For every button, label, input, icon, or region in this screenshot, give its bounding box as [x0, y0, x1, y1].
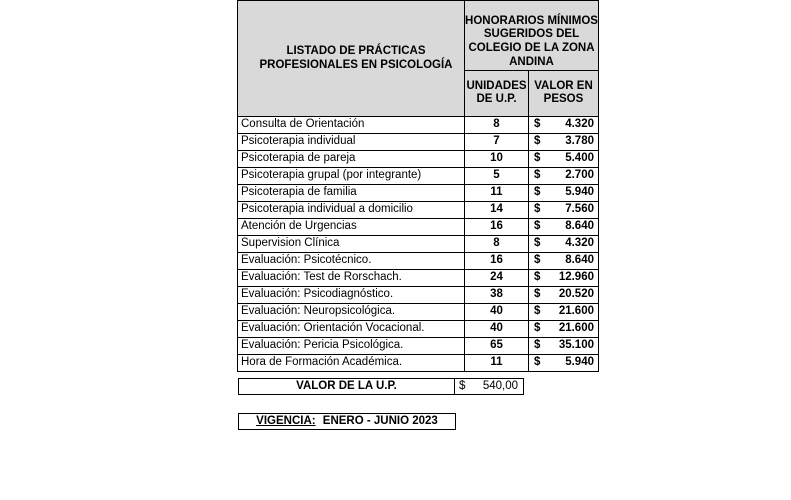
practice-value: 12.960	[558, 271, 594, 284]
practice-name: Psicoterapia de pareja	[238, 151, 465, 168]
practice-value: 7.560	[565, 203, 594, 216]
table-row	[238, 304, 599, 321]
practice-value: 5.940	[565, 356, 594, 369]
currency-symbol: $	[534, 322, 541, 335]
practice-value-cell	[529, 134, 599, 151]
practice-value: 5.940	[565, 186, 594, 199]
up-value-currency: $	[459, 380, 466, 392]
currency-symbol: $	[534, 254, 541, 267]
currency-symbol: $	[534, 305, 541, 318]
table-row	[238, 168, 599, 185]
practice-units: 11	[465, 185, 529, 202]
practice-name: Hora de Formación Académica.	[238, 355, 465, 372]
practice-value: 4.320	[565, 237, 594, 250]
practice-units: 24	[465, 270, 529, 287]
practice-name: Psicoterapia individual a domicilio	[238, 202, 465, 219]
currency-symbol: $	[534, 288, 541, 301]
currency-symbol: $	[534, 237, 541, 250]
practice-name: Atención de Urgencias	[238, 219, 465, 236]
table-row	[238, 117, 599, 134]
practice-name: Consulta de Orientación	[238, 117, 465, 134]
currency-symbol: $	[534, 152, 541, 165]
up-value-label: VALOR DE LA U.P.	[239, 379, 455, 394]
practice-units: 8	[465, 117, 529, 134]
fees-table-body	[238, 117, 599, 372]
units-header: UNIDADES DE U.P.	[465, 70, 529, 116]
practice-value-cell	[529, 287, 599, 304]
practice-name: Evaluación: Neuropsicológica.	[238, 304, 465, 321]
practice-value: 2.700	[565, 169, 594, 182]
currency-symbol: $	[534, 356, 541, 369]
practice-value-cell	[529, 219, 599, 236]
table-row	[238, 185, 599, 202]
currency-symbol: $	[534, 118, 541, 131]
practice-name: Evaluación: Orientación Vocacional.	[238, 321, 465, 338]
table-row	[238, 253, 599, 270]
currency-symbol: $	[534, 339, 541, 352]
practice-value-cell	[529, 355, 599, 372]
vigencia-box	[238, 413, 456, 430]
up-value-amount	[455, 379, 523, 394]
practice-units: 16	[465, 219, 529, 236]
practice-value: 20.520	[558, 288, 594, 301]
practice-name: Supervision Clínica	[238, 236, 465, 253]
vigencia-label: VIGENCIA:	[256, 415, 316, 427]
practice-value-cell	[529, 117, 599, 134]
practice-name: Evaluación: Test de Rorschach.	[238, 270, 465, 287]
practice-value: 21.600	[558, 305, 594, 318]
currency-symbol: $	[534, 169, 541, 182]
practice-value: 8.640	[565, 254, 594, 267]
practice-value: 21.600	[558, 322, 594, 335]
practice-value: 8.640	[565, 220, 594, 233]
practice-value-cell	[529, 321, 599, 338]
practice-value-cell	[529, 151, 599, 168]
practice-units: 11	[465, 355, 529, 372]
value-header: VALOR EN PESOS	[529, 70, 599, 116]
practice-units: 7	[465, 134, 529, 151]
currency-symbol: $	[534, 203, 541, 216]
practice-value-cell	[529, 338, 599, 355]
table-row	[238, 236, 599, 253]
practice-units: 10	[465, 151, 529, 168]
practice-value: 35.100	[558, 339, 594, 352]
practice-value: 4.320	[565, 118, 594, 131]
vigencia-period: ENERO - JUNIO 2023	[322, 415, 438, 427]
practice-units: 40	[465, 304, 529, 321]
practice-value-cell	[529, 236, 599, 253]
practice-value: 5.400	[565, 152, 594, 165]
practice-name: Psicoterapia de familia	[238, 185, 465, 202]
currency-symbol: $	[534, 135, 541, 148]
practice-units: 40	[465, 321, 529, 338]
currency-symbol: $	[534, 220, 541, 233]
practices-header: LISTADO DE PRÁCTICAS PROFESIONALES EN PSICOLOGÍA	[238, 1, 465, 117]
practice-units: 38	[465, 287, 529, 304]
table-row	[238, 287, 599, 304]
currency-symbol: $	[534, 186, 541, 199]
table-row	[238, 202, 599, 219]
practice-value-cell	[529, 253, 599, 270]
practice-name: Psicoterapia grupal (por integrante)	[238, 168, 465, 185]
up-value-number: 540,00	[482, 380, 518, 392]
practice-name: Psicoterapia individual	[238, 134, 465, 151]
table-row	[238, 355, 599, 372]
up-value-box	[238, 378, 524, 395]
practice-value: 3.780	[565, 135, 594, 148]
practice-units: 16	[465, 253, 529, 270]
table-row	[238, 151, 599, 168]
practice-name: Evaluación: Psicotécnico.	[238, 253, 465, 270]
practice-units: 5	[465, 168, 529, 185]
table-row	[238, 219, 599, 236]
practice-units: 8	[465, 236, 529, 253]
practice-value-cell	[529, 202, 599, 219]
table-row	[238, 134, 599, 151]
practice-value-cell	[529, 270, 599, 287]
practice-value-cell	[529, 168, 599, 185]
fees-table	[237, 0, 599, 372]
practice-name: Evaluación: Pericia Psicológica.	[238, 338, 465, 355]
table-row	[238, 321, 599, 338]
practice-value-cell	[529, 304, 599, 321]
practice-units: 14	[465, 202, 529, 219]
fees-header: HONORARIOS MÍNIMOS SUGERIDOS DEL COLEGIO DE LA ZONA ANDINA	[465, 1, 599, 71]
practice-value-cell	[529, 185, 599, 202]
practice-name: Evaluación: Psicodiagnóstico.	[238, 287, 465, 304]
currency-symbol: $	[534, 271, 541, 284]
table-row	[238, 338, 599, 355]
practice-units: 65	[465, 338, 529, 355]
table-row	[238, 270, 599, 287]
